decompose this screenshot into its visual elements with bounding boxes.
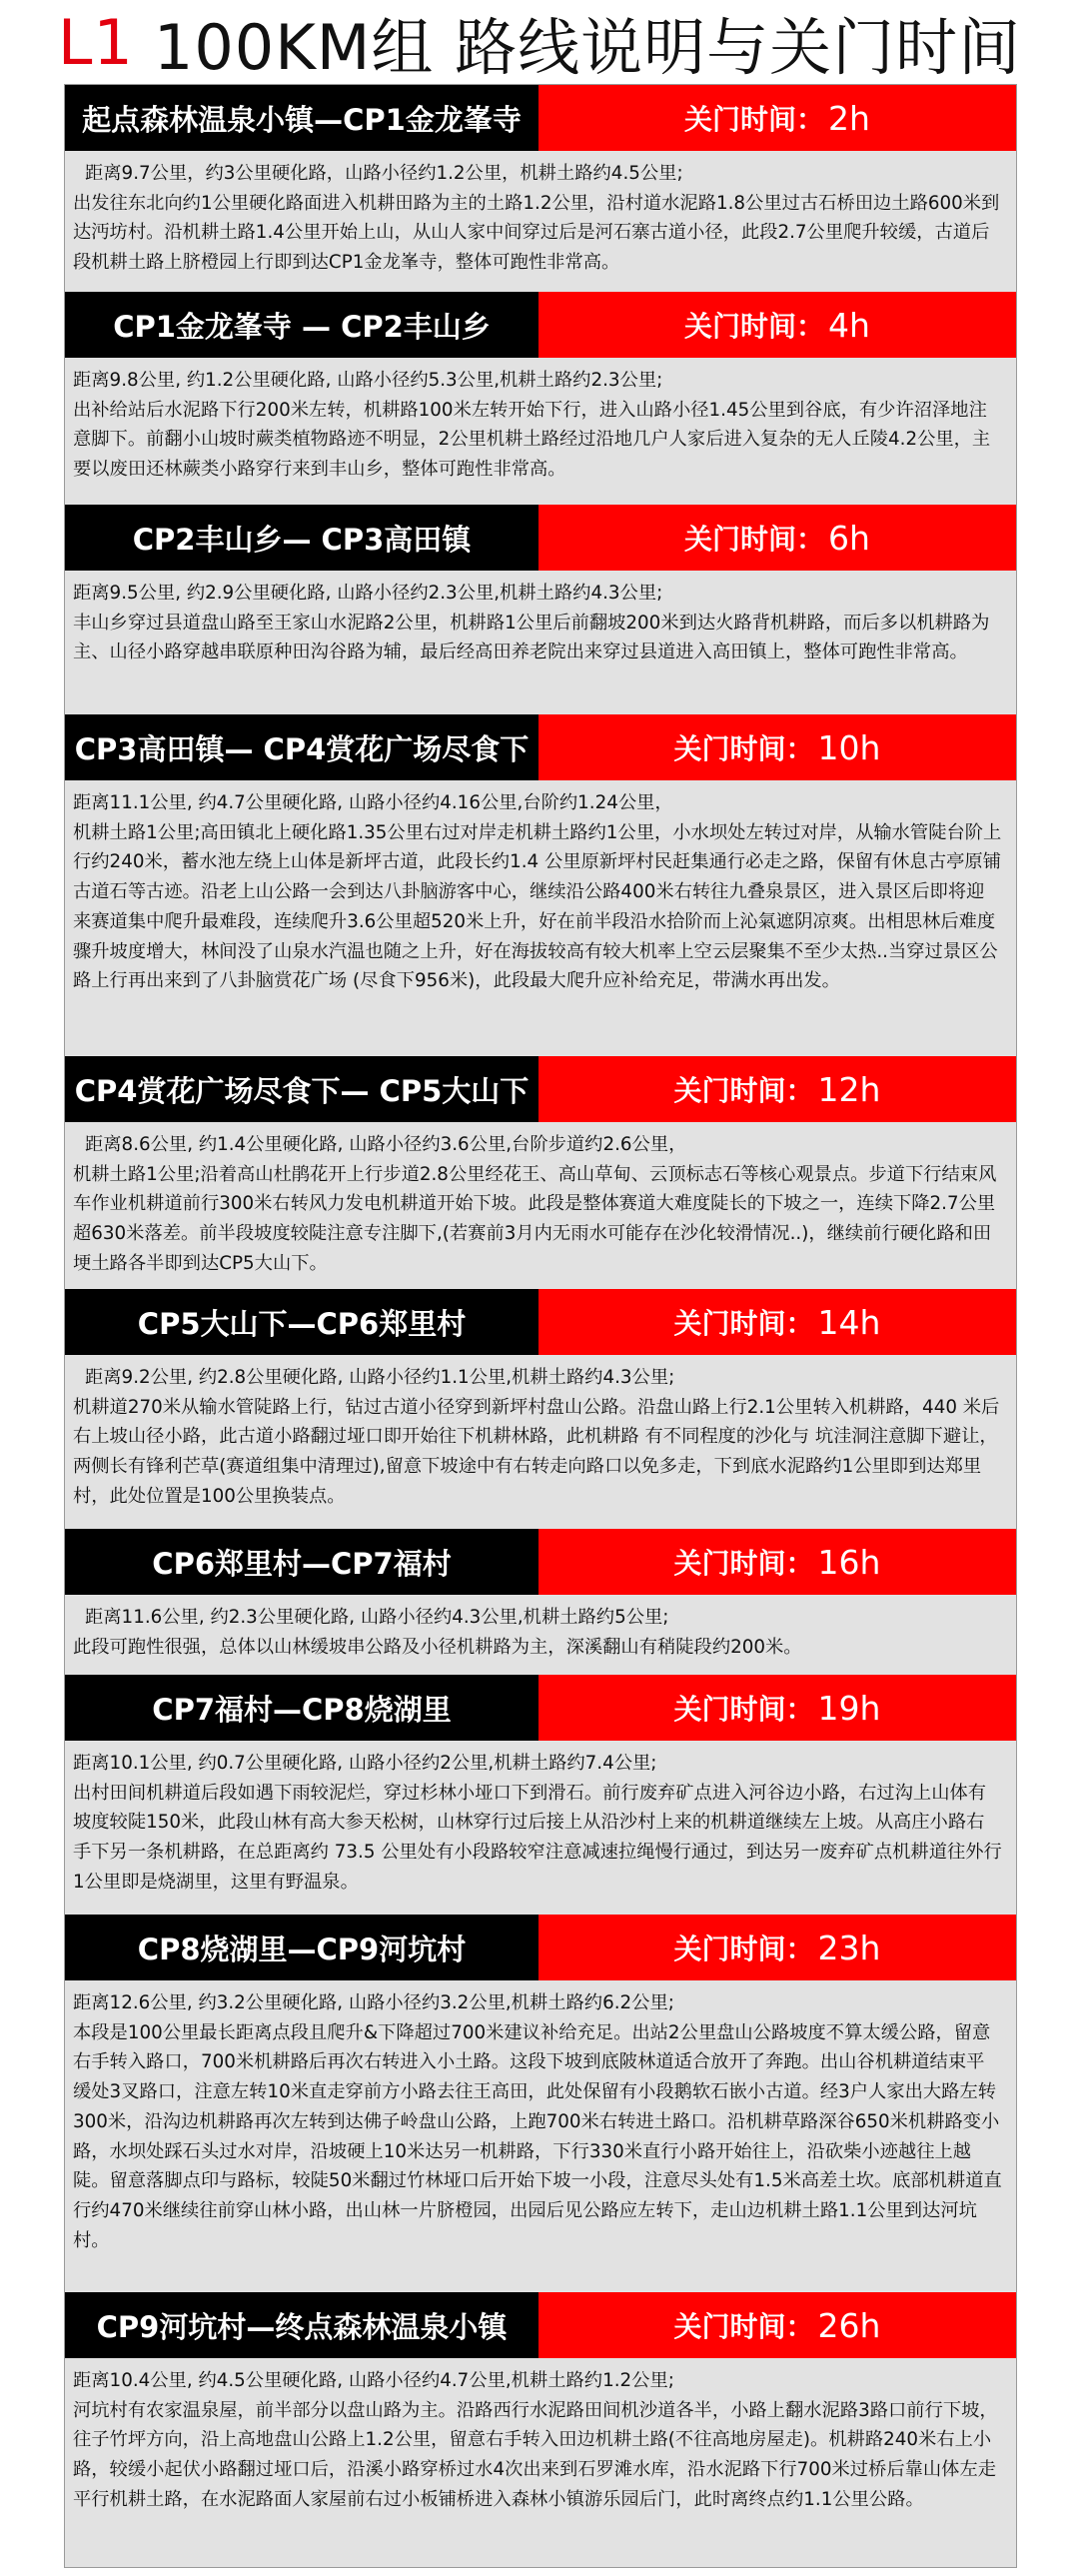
- close-time-label: 关门时间：: [673, 732, 814, 765]
- segment-header: [65, 85, 1016, 151]
- segment-detail: 出补给站后水泥路下行200米左转，机耕路100米左转开始下行，进入山路小径1.45公里到谷底，有少许沼泽地注意脚下。前翻小山坡时蕨类植物路迹不明显，2公里机耕土路经过沿地几户人家后进入复杂的无人丘陵4.2公里，主要以废田还林蕨类小路穿行来到丰山乡，整体可跑性非常高。: [73, 399, 991, 481]
- segment-description: [65, 151, 1016, 278]
- segment-name: CP9河坑村—终点森林温泉小镇: [65, 2292, 539, 2358]
- segment-description: [65, 1980, 1016, 2255]
- segment-detail: 出发往东北向约1公里硬化路面进入机耕田路为主的土路1.2公里，沿村道水泥路1.8公里过古石桥田边土路600米到达沔坊村。沿机耕土路1.4公里开始上山，从山人家中间穿过后是河石寨古道小径，此段2.7公里爬升较缓，古道后段机耕土路上脐橙园上行即到达CP1金龙峯寺，整体可跑性非常高。: [73, 192, 1000, 274]
- segment-header: [65, 292, 1016, 358]
- route-section: [65, 1056, 1016, 1279]
- close-time-label: 关门时间：: [673, 1307, 814, 1340]
- close-time-box: [539, 1529, 1016, 1595]
- segment-description: [65, 571, 1016, 667]
- close-time-box: [539, 1056, 1016, 1122]
- route-section: [65, 85, 1016, 278]
- segment-header: [65, 714, 1016, 780]
- segment-detail: 本段是100公里最长距离点段且爬升&下降超过700米建议补给充足。出站2公里盘山公路坡度不算太缓公路，留意右手转入路口，700米机耕路后再次右转进入小土路。这段下坡到底陂林道适合放开了奔跑。出山谷机耕道结束平缓处3叉路口，注意左转10米直走穿前方小路去往王高田，此处保留有小段鹅软石嵌小古道。经3户人家出大路左转300米，沿沟边机耕路再次左转到达佛子岭盘山公路，上跑700米右转进土路口。沿机耕草路深谷650米机耕路变小路，水坝处踩石头过水对岸，沿坡硬上10米达另一机耕路，下行330米直行小路开始往上，沿砍柴小迹越往上越陡。留意落脚点印与路标，较陡50米翻过竹林垭口后开始下坡一小段，注意尽头处有1.5米高差土坎。底部机耕道直行约470米继续往前穿山林小路，出山林一片脐橙园，出园后见公路应左转下，走山边机耕土路1.1公里到达河坑村。: [73, 2021, 1002, 2251]
- segment-header: [65, 505, 1016, 571]
- route-title: 100KM组 路线说明与关门时间: [153, 10, 1022, 84]
- segment-detail: 河坑村有农家温泉屋，前半部分以盘山路为主。沿路西行水泥路田间机沙道各半，小路上翻水泥路3路口前行下坡，往子竹坪方向，沿上高地盘山公路上1.2公里，留意右手转入田边机耕土路(不往高地房屋走)。机耕路240米右上小路，较缓小起伏小路翻过垭口后，沿溪小路穿桥过水4次出来到石罗滩水库，沿水泥路下行700米过桥后靠山体左走平行机耕土路，在水泥路面人家屋前右过小板铺桥进入森林小镇游乐园后门，此时离终点约1.1公里公路。: [73, 2399, 998, 2510]
- segment-description: [65, 358, 1016, 485]
- close-time-value: 16h: [817, 1542, 881, 1582]
- segment-name: CP5大山下—CP6郑里村: [65, 1289, 539, 1355]
- segment-summary: 距离9.5公里, 约2.9公里硬化路, 山路小径约2.3公里,机耕土路约4.3公里;: [73, 583, 663, 604]
- segment-header: [65, 1056, 1016, 1122]
- close-time-value: 6h: [828, 518, 870, 558]
- close-time-label: 关门时间：: [673, 1693, 814, 1726]
- close-time-value: 14h: [817, 1302, 881, 1342]
- close-time-box: [539, 714, 1016, 780]
- route-section: [65, 1289, 1016, 1512]
- segment-name: CP2丰山乡— CP3高田镇: [65, 505, 539, 571]
- close-time-label: 关门时间：: [673, 1932, 814, 1965]
- segment-header: [65, 1529, 1016, 1595]
- segment-name: CP3高田镇— CP4赏花广场尽食下: [65, 714, 539, 780]
- close-time-value: 10h: [817, 727, 881, 767]
- segment-description: [65, 1122, 1016, 1279]
- segment-summary: 距离12.6公里, 约3.2公里硬化路, 山路小径约3.2公里,机耕土路约6.2公里;: [73, 1992, 674, 2013]
- close-time-box: [539, 1915, 1016, 1980]
- close-time-box: [539, 1675, 1016, 1741]
- close-time-label: 关门时间：: [684, 103, 825, 136]
- close-time-box: [539, 85, 1016, 151]
- route-section: [65, 1529, 1016, 1662]
- close-time-label: 关门时间：: [684, 523, 825, 556]
- segment-detail: 出村田间机耕道后段如遇下雨较泥烂，穿过杉林小垭口下到滑石。前行废弃矿点进入河谷边小路，右过沟上山体有坡度较陡150米，此段山林有高大参天松树，山林穿行过后接上从沿沙村上来的机耕道继续左上坡。从高庄小路右手下另一条机耕路，在总距离约 73.5 公里处有小段路较窄注意减速拉绳慢行通过，到达另一废弃矿点机耕道往外行 1公里即是烧湖里，这里有野温泉。: [73, 1782, 1002, 1893]
- close-time-value: 26h: [817, 2305, 881, 2345]
- segment-description: [65, 2358, 1016, 2515]
- segment-header: [65, 2292, 1016, 2358]
- segment-detail: 此段可跑性很强，总体以山林缓坡串公路及小径机耕路为主，深溪翻山有稍陡段约200米。: [73, 1636, 802, 1658]
- segment-name: CP6郑里村—CP7福村: [65, 1529, 539, 1595]
- segment-description: [65, 1595, 1016, 1662]
- segment-header: [65, 1915, 1016, 1980]
- segment-header: [65, 1289, 1016, 1355]
- segment-description: [65, 780, 1016, 996]
- segment-name: CP4赏花广场尽食下— CP5大山下: [65, 1056, 539, 1122]
- segment-summary: 距离9.8公里, 约1.2公里硬化路, 山路小径约5.3公里,机耕土路约2.3公里;: [73, 370, 663, 391]
- close-time-box: [539, 1289, 1016, 1355]
- segment-summary: 距离8.6公里, 约1.4公里硬化路, 山路小径约3.6公里,台阶步道约2.6公里，: [85, 1134, 687, 1155]
- segment-name: CP8烧湖里—CP9河坑村: [65, 1915, 539, 1980]
- route-panel: [64, 84, 1017, 2568]
- close-time-value: 23h: [817, 1928, 881, 1967]
- close-time-value: 2h: [828, 98, 870, 138]
- close-time-label: 关门时间：: [673, 2310, 814, 2343]
- segment-detail: 机耕土路1公里;高田镇北上硬化路1.35公里右过对岸走机耕土路约1公里，小水坝处左转过对岸，从输水管陡台阶上行约240米，蓄水池左绕上山体是新坪古道，此段长约1.4 公里原新坪村民赶集通行必走之路，保留有休息古亭原铺古道石等古迹。沿老上山公路一会到达八卦脑游客中心，继续沿公路400米右转往九叠泉景区，进入景区后即将迎来赛道集中爬升最难段，连续爬升3.6公里超520米上升，好在前半段沿水拾阶而上沁氣遮阴凉爽。出相思林后难度骤升坡度增大，林间没了山泉水汽温也随之上升，好在海拔较高有较大机率上空云层聚集不至少太热..当穿过景区公路上行再出来到了八卦脑赏花广场 (尽食下956米)，此段最大爬升应补给充足，带满水再出发。: [73, 821, 1002, 992]
- route-section: [65, 2292, 1016, 2515]
- close-time-box: [539, 292, 1016, 358]
- route-section: [65, 505, 1016, 667]
- segment-summary: 距离9.7公里，约3公里硬化路，山路小径约1.2公里，机耕土路约4.5公里;: [85, 163, 683, 184]
- segment-summary: 距离10.1公里, 约0.7公里硬化路, 山路小径约2公里,机耕土路约7.4公里;: [73, 1753, 657, 1774]
- close-time-label: 关门时间：: [673, 1547, 814, 1580]
- close-time-value: 19h: [817, 1688, 881, 1728]
- segment-name: CP1金龙峯寺 — CP2丰山乡: [65, 292, 539, 358]
- segment-summary: 距离10.4公里, 约4.5公里硬化路, 山路小径约4.7公里,机耕土路约1.2公里;: [73, 2370, 674, 2391]
- route-section: [65, 1915, 1016, 2255]
- close-time-label: 关门时间：: [684, 310, 825, 343]
- segment-name: CP7福村—CP8烧湖里: [65, 1675, 539, 1741]
- page-title: [0, 0, 1079, 84]
- segment-name: 起点森林温泉小镇—CP1金龙峯寺: [65, 85, 539, 151]
- close-time-value: 12h: [817, 1069, 881, 1109]
- segment-summary: 距离9.2公里, 约2.8公里硬化路, 山路小径约1.1公里,机耕土路约4.3公里;: [85, 1367, 675, 1388]
- close-time-value: 4h: [828, 305, 870, 345]
- segment-detail: 机耕道270米从输水管陡路上行，钻过古道小径穿到新坪村盘山公路。沿盘山路上行2.1公里转入机耕路，440 米后右上坡山径小路，此古道小路翻过垭口即开始往下机耕林路，此机耕路 有不同程度的沙化与 坑洼洞注意脚下避让，两侧长有锋利芒草(赛道组集中清理过),留意下坡途中有右转走向路口以免多走，下到底水泥路约1公里即到达郑里村，此处位置是100公里换装点。: [73, 1396, 1000, 1507]
- segment-summary: 距离11.6公里, 约2.3公里硬化路, 山路小径约4.3公里,机耕土路约5公里;: [85, 1607, 669, 1628]
- segment-summary: 距离11.1公里, 约4.7公里硬化路, 山路小径约4.16公里,台阶约1.24公里，: [73, 792, 673, 813]
- route-section: [65, 292, 1016, 485]
- route-code: L1: [57, 5, 134, 79]
- close-time-box: [539, 2292, 1016, 2358]
- route-section: [65, 714, 1016, 996]
- segment-header: [65, 1675, 1016, 1741]
- segment-description: [65, 1741, 1016, 1898]
- segment-description: [65, 1355, 1016, 1512]
- segment-detail: 机耕土路1公里;沿着高山杜鹃花开上行步道2.8公里经花王、高山草甸、云顶标志石等核心观景点。步道下行结束风车作业机耕道前行300米右转风力发电机耕道开始下坡。此段是整体赛道大难度陡长的下坡之一，连续下降2.7公里超630米落差。前半段坡度较陡注意专注脚下,(若赛前3月内无雨水可能存在沙化较滑情况..)，继续前行硬化路和田埂土路各半即到达CP5大山下。: [73, 1163, 997, 1274]
- close-time-label: 关门时间：: [673, 1074, 814, 1107]
- route-section: [65, 1675, 1016, 1898]
- segment-detail: 丰山乡穿过县道盘山路至王家山水泥路2公里，机耕路1公里后前翻坡200米到达火路背机耕路，而后多以机耕路为主、山径小路穿越串联原种田沟谷路为辅，最后经高田养老院出来穿过县道进入高田镇上，整体可跑性非常高。: [73, 612, 990, 663]
- close-time-box: [539, 505, 1016, 571]
